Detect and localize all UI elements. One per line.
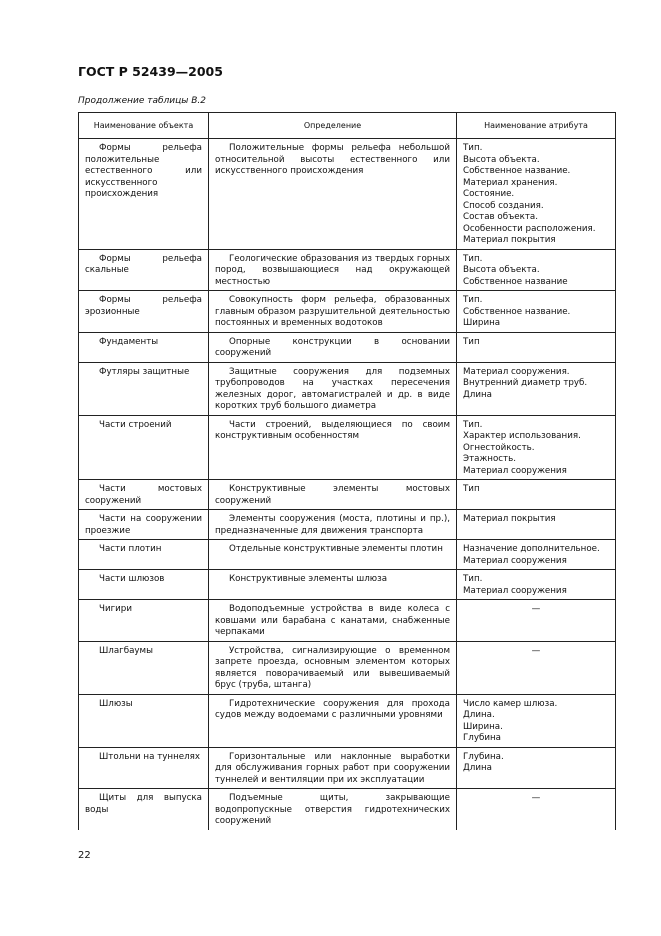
object-name-cell — [79, 362, 209, 415]
object-name: Формы рельефа скальные — [85, 253, 202, 275]
definition-text: Совокупность форм рельефа, образованных главным образом разрушительной деятельностью постоянных и временных водотоков — [215, 295, 450, 328]
object-name-cell — [79, 694, 209, 747]
definition-text: Гидротехнические сооружения для прохода судов между водоемами с различными уровнями — [215, 698, 450, 720]
table-row — [79, 249, 616, 291]
table-caption: Продолжение таблицы В.2 — [78, 96, 207, 106]
definition-cell — [209, 332, 457, 362]
object-name-cell — [79, 510, 209, 540]
definition-text: Водоподъемные устройства в виде колеса с ковшами или барабана с канатами, снабженные черпаками — [215, 604, 450, 637]
attribute-list: — — [531, 793, 541, 803]
definition-text: Конструктивные элементы шлюза — [229, 574, 388, 584]
attribute-list: Тип. Материал сооружения — [463, 574, 567, 596]
object-name-cell — [79, 747, 209, 789]
object-name: Шлагбаумы — [99, 645, 153, 656]
attribute-list: Тип — [463, 336, 480, 347]
attribute-cell — [457, 510, 616, 540]
attribute-cell — [457, 600, 616, 642]
definition-text: Защитные сооружения для подземных трубопроводов на участках пересечения железных дорог, автомагистралей и др. в виде коротких труб большого диаметра — [215, 366, 450, 411]
definition-cell — [209, 510, 457, 540]
object-name: Части мостовых сооружений — [85, 484, 202, 506]
attribute-cell — [457, 540, 616, 570]
object-name-cell — [79, 600, 209, 642]
object-name: Штольни на туннелях — [99, 751, 201, 762]
table-row — [79, 570, 616, 600]
definition-cell — [209, 789, 457, 830]
object-name-cell — [79, 789, 209, 830]
object-name: Шлюзы — [99, 698, 133, 709]
table-row — [79, 747, 616, 789]
object-name: Части на сооружении проезжие — [85, 514, 202, 536]
object-name-cell — [79, 291, 209, 333]
attribute-list: Тип. Характер использования. Огнестойкость. Этажность. Материал сооружения — [463, 419, 581, 476]
attribute-list: Число камер шлюза. Длина. Ширина. Глубина — [463, 698, 558, 743]
table-row — [79, 694, 616, 747]
table-row — [79, 332, 616, 362]
definition-text: Опорные конструкции в основании сооружений — [215, 336, 450, 358]
column-header-object: Наименование объекта — [79, 113, 209, 139]
table-row — [79, 789, 616, 830]
object-name-cell — [79, 332, 209, 362]
object-name: Части строений — [99, 419, 172, 430]
object-name: Чигири — [99, 604, 132, 614]
object-name: Формы рельефа положительные естественного или искусственного происхождения — [85, 143, 202, 199]
object-name-cell — [79, 480, 209, 510]
object-name: Части плотин — [99, 544, 162, 554]
attribute-cell — [457, 249, 616, 291]
definition-cell — [209, 694, 457, 747]
object-name: Щиты для выпуска воды — [85, 793, 202, 815]
object-name-cell — [79, 540, 209, 570]
definition-text: Конструктивные элементы мостовых сооружений — [215, 484, 450, 506]
definition-cell — [209, 139, 457, 250]
object-name-cell — [79, 139, 209, 250]
object-name: Фундаменты — [99, 336, 159, 347]
definition-cell — [209, 600, 457, 642]
attribute-cell — [457, 694, 616, 747]
definition-cell — [209, 362, 457, 415]
definition-cell — [209, 415, 457, 480]
attribute-cell — [457, 641, 616, 694]
object-name: Футляры защитные — [99, 366, 190, 377]
definition-text: Части строений, выделяющиеся по своим конструктивным особенностям — [215, 419, 450, 441]
attribute-list: Назначение дополнительное. Материал сооружения — [463, 544, 600, 566]
table-header-row — [79, 113, 616, 139]
definition-text: Положительные формы рельефа небольшой относительной высоты естественного или искусственного происхождения — [215, 143, 450, 176]
attribute-cell — [457, 415, 616, 480]
definition-text: Геологические образования из твердых горных пород, возвышающиеся над окружающей местностью — [215, 253, 450, 287]
definition-text: Горизонтальные или наклонные выработки для обслуживания горных работ при сооружении туннелей и вентиляции при их эксплуатации — [215, 751, 450, 785]
object-name-cell — [79, 570, 209, 600]
table-row — [79, 480, 616, 510]
attribute-list: Тип — [463, 484, 480, 494]
definition-text: Подъемные щиты, закрывающие водопропускные отверстия гидротехнических сооружений — [215, 793, 450, 826]
attribute-cell — [457, 332, 616, 362]
attribute-cell — [457, 291, 616, 333]
definition-cell — [209, 249, 457, 291]
attribute-list: — — [531, 645, 541, 656]
table-row — [79, 510, 616, 540]
object-name: Формы рельефа эрозионные — [85, 295, 202, 317]
table-row — [79, 600, 616, 642]
attribute-cell — [457, 747, 616, 789]
table-row — [79, 641, 616, 694]
table-row — [79, 540, 616, 570]
object-name-cell — [79, 249, 209, 291]
attribute-list: — — [531, 604, 541, 614]
table-row — [79, 362, 616, 415]
table-row — [79, 291, 616, 333]
definition-cell — [209, 747, 457, 789]
attribute-cell — [457, 570, 616, 600]
definition-text: Устройства, сигнализирующие о временном запрете проезда, основным элементом которых является поворачиваемый или вывешиваемый брус (труба, штанга) — [215, 645, 450, 690]
attribute-list: Материал покрытия — [463, 514, 556, 524]
attribute-list: Глубина. Длина — [463, 751, 504, 773]
document-code: ГОСТ Р 52439—2005 — [78, 64, 223, 79]
table-row — [79, 415, 616, 480]
attribute-cell — [457, 789, 616, 830]
definition-cell — [209, 641, 457, 694]
attribute-list: Тип. Собственное название. Ширина — [463, 295, 571, 328]
attribute-cell — [457, 362, 616, 415]
definition-cell — [209, 480, 457, 510]
attribute-cell — [457, 480, 616, 510]
attribute-list: Тип. Высота объекта. Собственное название — [463, 253, 568, 287]
object-name-cell — [79, 641, 209, 694]
object-name: Части шлюзов — [99, 574, 165, 584]
definition-cell — [209, 540, 457, 570]
definition-text: Отдельные конструктивные элементы плотин — [229, 544, 443, 554]
table-row — [79, 139, 616, 250]
object-name-cell — [79, 415, 209, 480]
attributes-table — [78, 112, 616, 830]
column-header-definition: Определение — [209, 113, 457, 139]
column-header-attribute: Наименование атрибута — [457, 113, 616, 139]
definition-cell — [209, 291, 457, 333]
definition-cell — [209, 570, 457, 600]
page-number: 22 — [78, 850, 91, 861]
attribute-cell — [457, 139, 616, 250]
attribute-list: Материал сооружения. Внутренний диаметр труб. Длина — [463, 366, 588, 400]
definition-text: Элементы сооружения (моста, плотины и пр.), предназначенные для движения транспорта — [215, 514, 450, 536]
attribute-list: Тип. Высота объекта. Собственное название. Материал хранения. Состояние. Способ создания. Состав объекта. Особенности расположения. Материал покрытия — [463, 143, 596, 245]
